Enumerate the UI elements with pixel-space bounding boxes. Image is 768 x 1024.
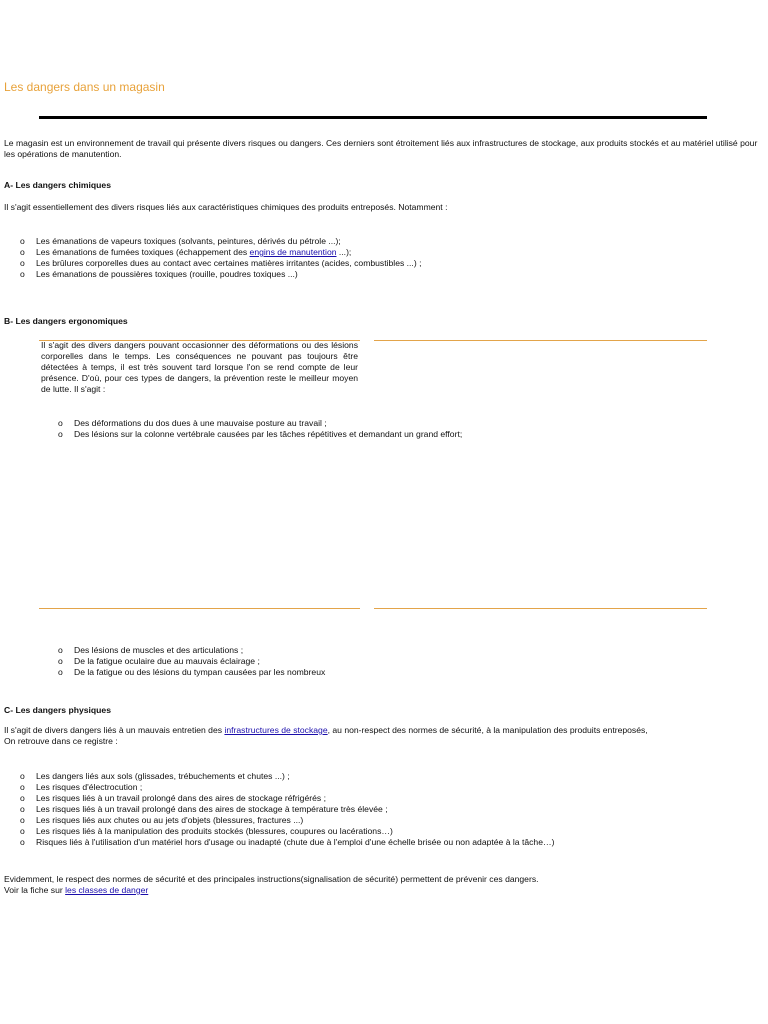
- bullet-icon: o: [58, 429, 63, 439]
- link-engins-de-manutention[interactable]: engins de manutention: [249, 247, 337, 257]
- section-b-text: Il s'agit des divers dangers pouvant occasionner des déformations ou des lésions corporelles dans le temps. Les conséquences ne pouvant pas toujours être détectées à temps, il est très souvent tard lorsque l'on se rend compte de leur présence. D'où, pour ces types de dangers, la prévention reste le meilleur moyen de lutte. Il s'agit :: [41, 340, 358, 394]
- list-item: o Les risques liés à un travail prolongé dans des aires de stockage réfrigérés ;: [20, 793, 326, 803]
- link-classes-de-danger[interactable]: les classes de danger: [65, 885, 149, 895]
- bullet-icon: o: [20, 815, 25, 825]
- section-b-list-2: [58, 645, 358, 678]
- list-item: o Les risques d'électrocution ;: [20, 782, 143, 792]
- bullet-icon: o: [20, 804, 25, 814]
- list-item: o Les risques liés aux chutes ou au jets d'objets (blessures, fractures ...): [20, 815, 304, 825]
- list-item: o Les dangers liés aux sols (glissades, trébuchements et chutes ...) ;: [20, 771, 290, 781]
- column-bottom-line-left: [39, 608, 360, 609]
- section-b-heading: B- Les dangers ergonomiques: [4, 316, 128, 326]
- bullet-icon: o: [58, 656, 63, 666]
- bullet-icon: o: [20, 771, 25, 781]
- bullet-icon: o: [20, 826, 25, 836]
- section-b-list-1: [58, 418, 463, 440]
- title-divider: [39, 116, 707, 119]
- section-a-text: Il s'agit essentiellement des divers risques liés aux caractéristiques chimiques des produits entreposés. Notamment :: [4, 202, 448, 212]
- bullet-icon: o: [58, 667, 63, 677]
- list-item: o Les risques liés à un travail prolongé dans des aires de stockage à température très élevée ;: [20, 804, 388, 814]
- list-item: o Les émanations de fumées toxiques (échappement des engins de manutention ...);: [20, 247, 352, 257]
- bullet-icon: o: [20, 837, 25, 847]
- section-c-heading: C- Les dangers physiques: [4, 705, 111, 715]
- bullet-icon: o: [20, 247, 25, 257]
- list-item: o Les émanations de vapeurs toxiques (solvants, peintures, dérivés du pétrole ...);: [20, 236, 341, 246]
- bullet-icon: o: [20, 258, 25, 268]
- intro-paragraph: Le magasin est un environnement de travail qui présente divers risques ou dangers. Ces derniers sont étroitement liés aux infrastructures de stockage, aux produits stockés et au matériel utilisé pour les opérations de manutention.: [4, 138, 758, 159]
- list-item: o Risques liés à l'utilisation d'un matériel hors d'usage ou inadapté (chute due à l'emploi d'une échelle brisée ou non adaptée à la tâche…): [20, 837, 555, 847]
- bullet-icon: o: [20, 782, 25, 792]
- column-top-line-right: [374, 340, 707, 341]
- list-item: o Des déformations du dos dues à une mauvaise posture au travail ;: [58, 418, 327, 428]
- list-item: o Des lésions sur la colonne vertébrale causées par les tâches répétitives et demandant un grand effort;: [58, 429, 463, 439]
- list-item: o Les risques liés à la manipulation des produits stockés (blessures, coupures ou lacérations…): [20, 826, 393, 836]
- page-title: Les dangers dans un magasin: [4, 80, 165, 94]
- list-item: o Les émanations de poussières toxiques (rouille, poudres toxiques ...): [20, 269, 298, 279]
- column-bottom-line-right: [374, 608, 707, 609]
- bullet-icon: o: [20, 793, 25, 803]
- list-item: o Des lésions de muscles et des articulations ;: [58, 645, 244, 655]
- bullet-icon: o: [20, 236, 25, 246]
- section-a-heading: A- Les dangers chimiques: [4, 180, 111, 190]
- list-item: o De la fatigue oculaire due au mauvais éclairage ;: [58, 656, 260, 666]
- conclusion: Evidemment, le respect des normes de sécurité et des principales instructions(signalisation de sécurité) permettent de prévenir ces dangers. Voir la fiche sur les classes de danger: [4, 874, 539, 895]
- link-infrastructures-de-stockage[interactable]: infrastructures de stockage: [224, 725, 328, 735]
- bullet-icon: o: [20, 269, 25, 279]
- bullet-icon: o: [58, 645, 63, 655]
- section-a-list: [20, 236, 421, 280]
- bullet-icon: o: [58, 418, 63, 428]
- list-item: o Les brûlures corporelles dues au contact avec certaines matières irritantes (acides, combustibles ...) ;: [20, 258, 422, 268]
- section-c-text: Il s'agit de divers dangers liés à un mauvais entretien des infrastructures de stockage, au non-respect des normes de sécurité, à la manipulation des produits entreposés, On retrouve dans ce registre :: [4, 725, 648, 746]
- section-c-list: [20, 771, 554, 848]
- list-item: o De la fatigue ou des lésions du tympan causées par les nombreux: [58, 667, 326, 677]
